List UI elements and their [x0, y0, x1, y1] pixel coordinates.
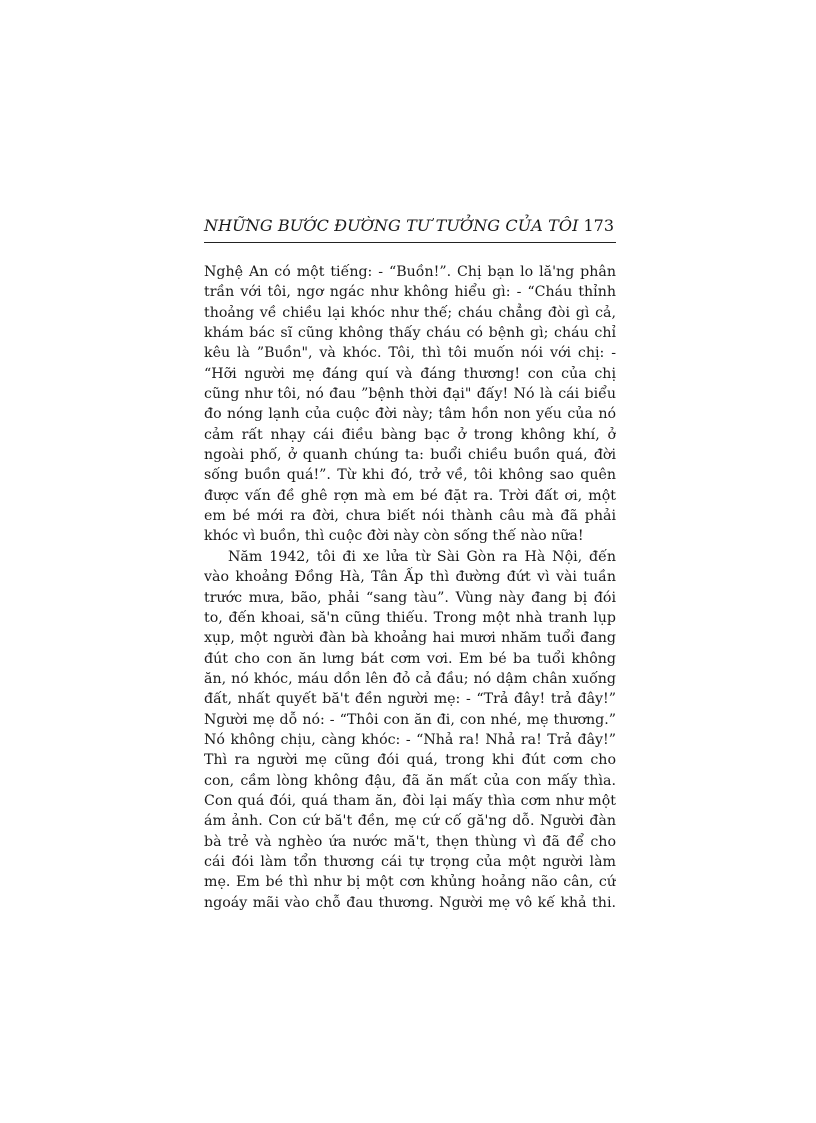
text-line: khám bác sĩ cũng không thấy cháu có bệnh gì; cháu chỉ — [204, 325, 616, 342]
text-line: Thì ra người mẹ cũng đói quá, trong khi đút cơm cho — [204, 752, 616, 769]
text-line: đút cho con ăn lưng bát cơm vơi. Em bé ba tuổi không — [204, 650, 616, 667]
text-line: Năm 1942, tôi đi xe lửa từ Sài Gòn ra Hà Nội, đến — [228, 548, 616, 565]
text-line: Con quá đói, quá tham ăn, đòi lại mấy thìa cơm như một — [204, 792, 616, 809]
text-line: ngoài phố, ở quanh chúng ta: buổi chiều buồn quá, đời — [204, 447, 616, 464]
text-line: đất, nhất quyết bă't đền người mẹ: - “Trả đây! trả đây!” — [204, 691, 616, 708]
text-line: trần với tôi, ngơ ngác như không hiểu gì: - “Cháu thỉnh — [204, 284, 616, 301]
text-line: em bé mới ra đời, chưa biết nói thành câu mà đã phải — [204, 508, 616, 525]
text-line: cũng như tôi, nó đau ”bệnh thời đại" đấy! Nó là cái biểu — [204, 386, 616, 403]
text-line: ám ảnh. Con cứ bă't đền, mẹ cứ cố gă'ng dỗ. Người đàn — [204, 813, 616, 830]
text-line: con, cầm lòng không đậu, đã ăn mất của con mấy thìa. — [204, 772, 616, 789]
body-text — [204, 262, 616, 913]
text-line: ngoáy mãi vào chỗ đau thương. Người mẹ vô kế khả thi. — [204, 894, 616, 911]
text-line: xụp, một người đàn bà khoảng hai mươi nhăm tuổi đang — [204, 630, 616, 647]
text-line: “Hỡi người mẹ đáng quí và đáng thương! con của chị — [204, 365, 616, 382]
text-line: được vấn đề ghê rợn mà em bé đặt ra. Trời đất ơi, một — [204, 487, 616, 504]
text-line: thoảng về chiều lại khóc như thế; cháu chẳng đòi gì cả, — [204, 304, 616, 321]
text-line: to, đến khoai, să'n cũng thiếu. Trong một nhà tranh lụp — [204, 609, 616, 626]
page-number: 173 — [583, 216, 614, 235]
text-line: ăn, nó khóc, máu dồn lên đỏ cả đầu; nó dậm chân xuống — [204, 670, 616, 687]
text-line: đo nóng lạnh của cuộc đời này; tâm hồn non yếu của nó — [204, 406, 616, 423]
running-head — [204, 216, 616, 243]
text-line: vào khoảng Đồng Hà, Tân Ấp thì đường đứt vì vài tuần — [204, 569, 616, 586]
text-line: Người mẹ dỗ nó: - “Thôi con ăn đi, con nhé, mẹ thương.” — [204, 711, 616, 728]
text-line: sống buồn quá!”. Từ khi đó, trở về, tôi không sao quên — [204, 467, 616, 484]
text-line: cảm rất nhạy cái điều bàng bạc ở trong không khí, ở — [204, 426, 616, 443]
text-line: khóc vì buồn, thì cuộc đời này còn sống thế nào nữa! — [204, 528, 584, 545]
text-line: Nghệ An có một tiếng: - “Buồn!”. Chị bạn lo lă'ng phân — [204, 264, 616, 280]
text-line: bà trẻ và nghèo ứa nước mă't, thẹn thùng vì đã để cho — [204, 833, 616, 850]
running-title: NHỮNG BƯỚC ĐƯỜNG TƯ TƯỞNG CỦA TÔI — [204, 216, 579, 235]
text-line: Nó không chịu, càng khóc: - “Nhả ra! Nhả ra! Trả đây!” — [204, 731, 616, 748]
text-line: kêu là ”Buồn", và khóc. Tôi, thì tôi muốn nói với chị: - — [204, 345, 616, 362]
text-line: mẹ. Em bé thì như bị một cơn khủng hoảng não cân, cứ — [204, 874, 616, 891]
text-line: trước mưa, bão, phải “sang tàu”. Vùng này đang bị đói — [204, 589, 616, 606]
text-line: cái đói làm tổn thương cái tự trọng của một người làm — [204, 853, 616, 870]
